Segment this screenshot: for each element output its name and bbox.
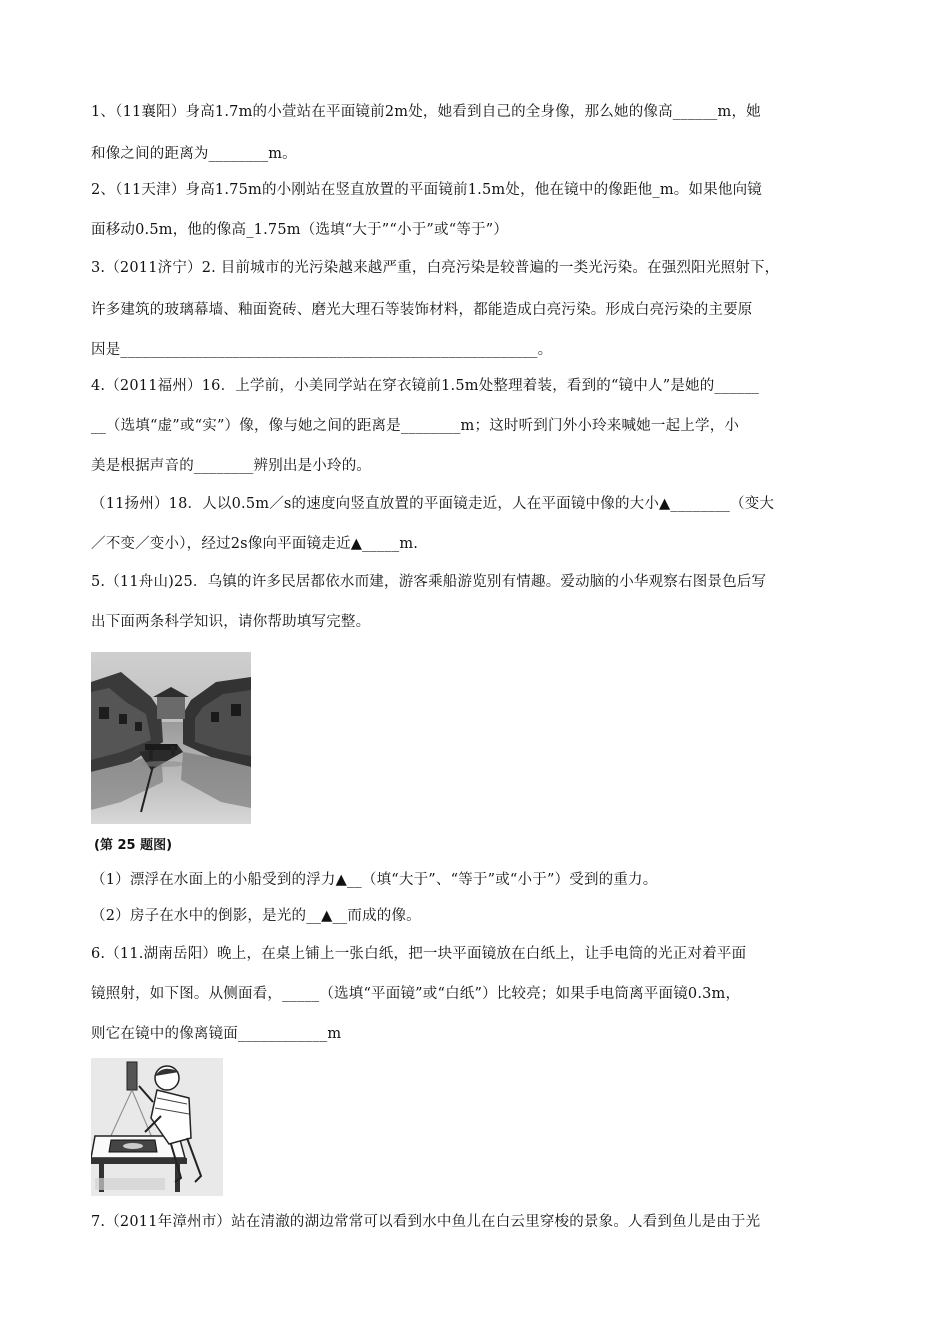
q4-line3: 美是根据声音的________辨别出是小玲的。: [91, 458, 372, 474]
q6-line3: 则它在镜中的像离镜面____________m: [91, 1026, 342, 1042]
q6-line1: 6.（11.湖南岳阳）晚上，在桌上铺上一张白纸，把一块平面镜放在白纸上，让手电筒的光正对着平面: [91, 946, 747, 962]
q3-line1: 3.（2011济宁）2. 目前城市的光污染越来越严重，白亮污染是较普遍的一类光污染。在强烈阳光照射下，: [91, 260, 780, 276]
q5-line1: 5.（11舟山)25．乌镇的许多民居都依水而建，游客乘船游览别有情趣。爱动脑的小华观察右图景色后写: [91, 574, 767, 590]
figure1-caption: (第 25 题图): [94, 838, 173, 853]
q6-line2: 镜照射，如下图。从侧面看，_____（选填“平面镜”或“白纸”）比较亮；如果手电筒离平面镜0.3m，: [91, 986, 741, 1002]
q5-line2: 出下面两条科学知识，请你帮助填写完整。: [91, 614, 371, 630]
q5-sub2: （2）房子在水中的倒影，是光的__▲__而成的像。: [91, 908, 421, 924]
q2-line1: 2、（11天津）身高1.75m的小刚站在竖直放置的平面镜前1.5m处，他在镜中的像距他_m。如果他向镜: [91, 182, 762, 198]
canal-town-photo: [91, 652, 251, 824]
q1-line1: 1、（11襄阳）身高1.7m的小萱站在平面镜前2m处，她看到自己的全身像，那么她的像高______m，她: [91, 104, 761, 120]
flashlight-mirror-figure: [91, 1058, 223, 1196]
yangzhou-line1: （11扬州）18．人以0.5m／s的速度向竖直放置的平面镜走近，人在平面镜中像的大小▲________（变大: [91, 496, 775, 512]
yangzhou-line2: ／不变／变小），经过2s像向平面镜走近▲_____m.: [91, 536, 419, 552]
q3-line3: 因是________________________________________________________。: [91, 342, 553, 358]
q3-line2: 许多建筑的玻璃幕墙、釉面瓷砖、磨光大理石等装饰材料，都能造成白亮污染。形成白亮污染的主要原: [91, 302, 753, 318]
q1-line2: 和像之间的距离为________m。: [91, 146, 297, 162]
q4-line2: __（选填“虚”或“实”）像，像与她之间的距离是________m；这时听到门外小玲来喊她一起上学，小: [91, 418, 740, 434]
q7-line1: 7.（2011年漳州市）站在清澈的湖边常常可以看到水中鱼儿在白云里穿梭的景象。人看到鱼儿是由于光: [91, 1214, 761, 1230]
q5-sub1: （1）漂浮在水面上的小船受到的浮力▲__（填“大于”、“等于”或“小于”）受到的重力。: [91, 872, 658, 888]
q2-line2: 面移动0.5m，他的像高_1.75m（选填“大于”“小于”或“等于”）: [91, 222, 509, 238]
q4-line1: 4.（2011福州）16．上学前，小美同学站在穿衣镜前1.5m处整理着装，看到的“镜中人”是她的______: [91, 378, 760, 394]
